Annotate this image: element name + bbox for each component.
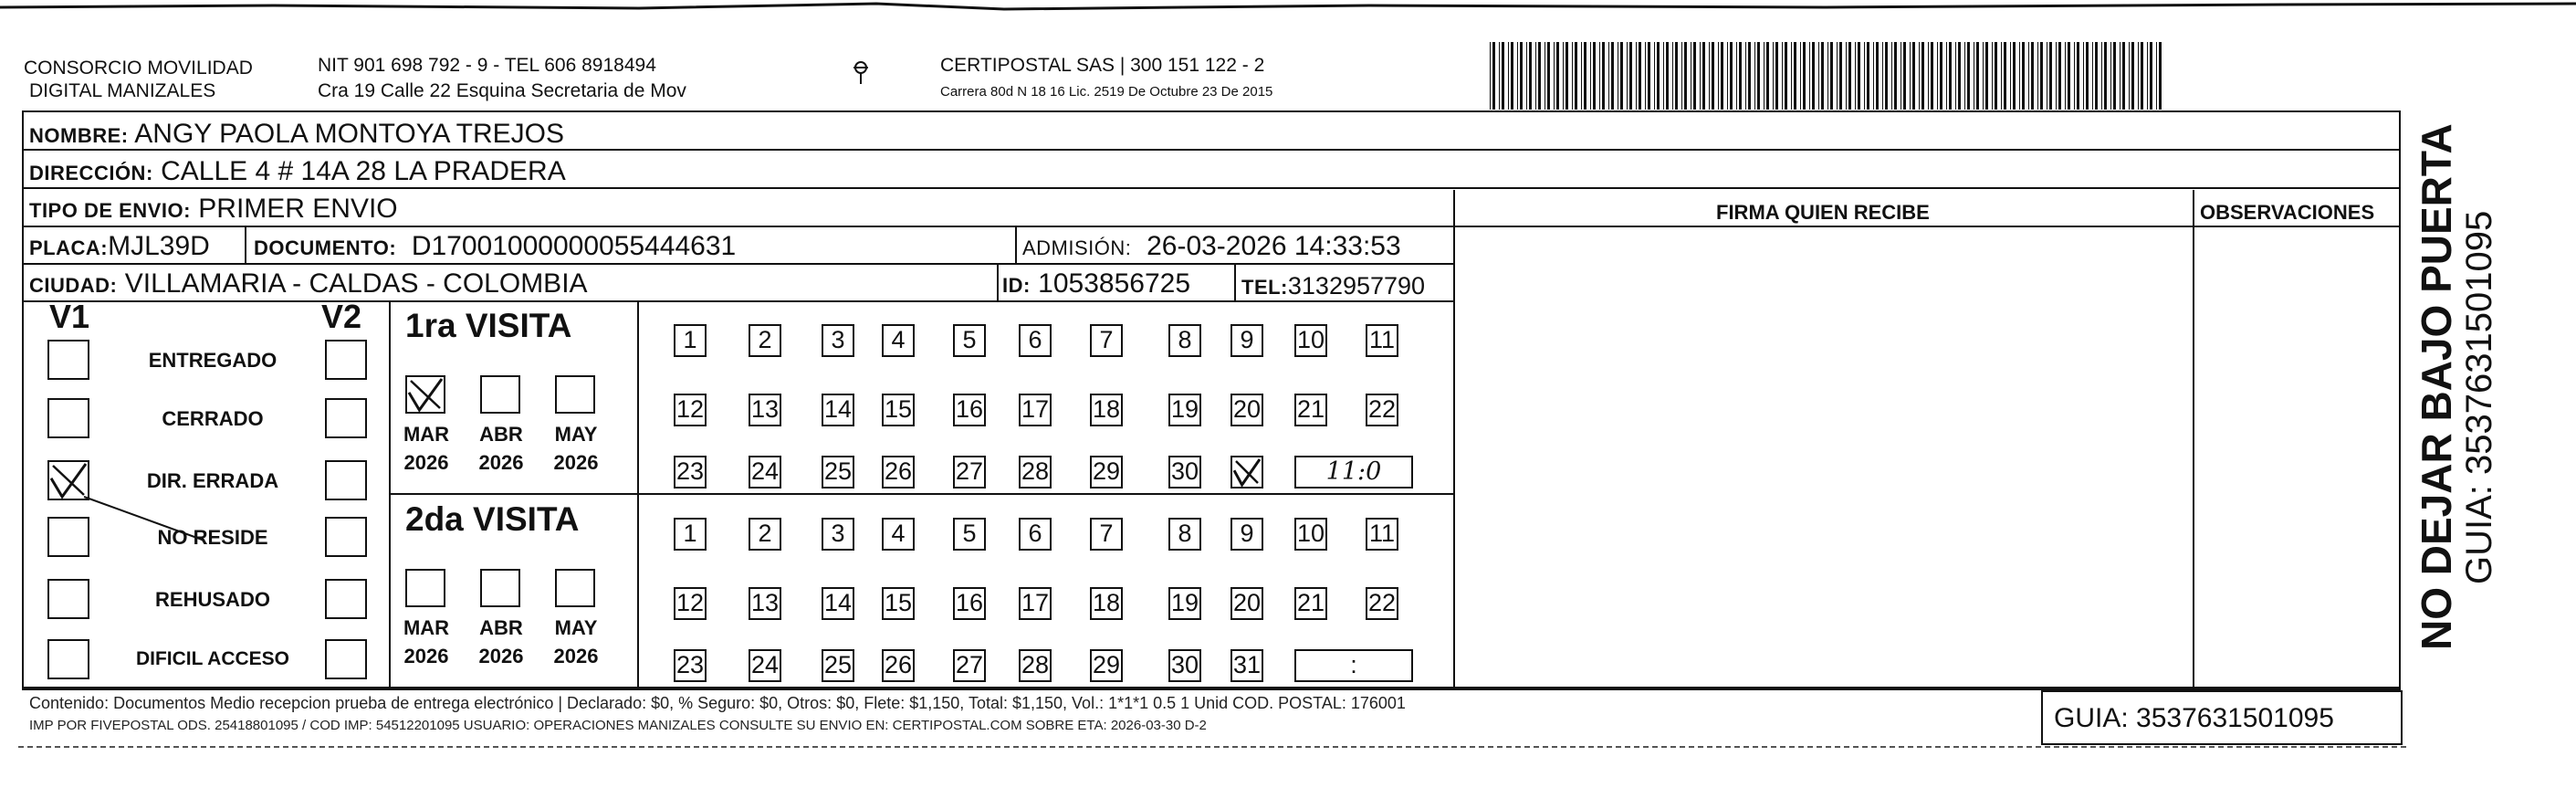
day-cell-15[interactable]: 15	[882, 587, 915, 620]
day-cell-16[interactable]: 16	[953, 394, 986, 426]
day-cell-12[interactable]: 12	[674, 394, 707, 426]
year-label: 2026	[553, 451, 599, 474]
day-cell-22[interactable]: 22	[1366, 394, 1398, 426]
day-cell-21[interactable]: 21	[1294, 394, 1327, 426]
year-label: 2026	[403, 451, 449, 474]
year-label: 2026	[478, 645, 524, 667]
v2-checkbox[interactable]	[325, 398, 367, 438]
admision-label: ADMISIÓN:	[1022, 236, 1132, 259]
day-cell-17[interactable]: 17	[1019, 587, 1052, 620]
id-value: 1053856725	[1038, 268, 1191, 299]
day-cell-20[interactable]: 20	[1230, 587, 1263, 620]
side-warning: NO DEJAR BAJO PUERTA	[2413, 123, 2460, 650]
status-label-entregado: ENTREGADO	[148, 349, 277, 372]
visit-title-1: 1ra VISITA	[405, 307, 572, 344]
day-cell-10[interactable]: 10	[1294, 518, 1327, 551]
day-cell-28[interactable]: 28	[1019, 456, 1052, 489]
day-cell-13[interactable]: 13	[749, 394, 781, 426]
documento-label: DOCUMENTO:	[254, 236, 397, 259]
month-checkbox-mar[interactable]	[405, 569, 445, 607]
month-label-abr: ABR	[479, 616, 523, 639]
month-checkbox-abr[interactable]	[480, 375, 520, 414]
day-cell-23[interactable]: 23	[674, 649, 707, 682]
day-cell-14[interactable]: 14	[822, 394, 854, 426]
day-cell-7[interactable]: 7	[1090, 324, 1123, 357]
tipo-envio-label: TIPO DE ENVIO:	[29, 199, 191, 222]
direccion-value: CALLE 4 # 14A 28 LA PRADERA	[161, 156, 566, 186]
day-cell-8[interactable]: 8	[1168, 518, 1201, 551]
day-cell-18[interactable]: 18	[1090, 394, 1123, 426]
company-nit-tel: NIT 901 698 792 - 9 - TEL 606 8918494	[318, 55, 656, 76]
torn-edge	[0, 0, 2576, 18]
day-cell-19[interactable]: 19	[1168, 587, 1201, 620]
v1-label: V1	[49, 298, 90, 335]
courier-address: Carrera 80d N 18 16 Lic. 2519 De Octubre 23 De 2015	[940, 84, 1273, 100]
placa-label: PLACA:	[29, 236, 109, 259]
pen-stroke-icon	[82, 493, 210, 548]
dashed-line	[18, 743, 2410, 751]
day-cell-2[interactable]: 2	[749, 518, 781, 551]
v1-checkbox[interactable]	[47, 579, 89, 619]
day-cell-12[interactable]: 12	[674, 587, 707, 620]
tel-label: TEL:	[1241, 276, 1288, 299]
day-cell-10[interactable]: 10	[1294, 324, 1327, 357]
day-cell-14[interactable]: 14	[822, 587, 854, 620]
v2-checkbox[interactable]	[325, 340, 367, 380]
company-name-line2: DIGITAL MANIZALES	[29, 80, 216, 101]
status-label-dir-errada: DIR. ERRADA	[146, 469, 279, 492]
month-label-mar: MAR	[403, 423, 450, 446]
ciudad-value: VILLAMARIA - CALDAS - COLOMBIA	[124, 268, 588, 299]
day-cell-4[interactable]: 4	[882, 324, 915, 357]
day-cell-18[interactable]: 18	[1090, 587, 1123, 620]
v1-checkbox[interactable]	[47, 340, 89, 380]
status-label-no-reside: NO RESIDE	[157, 526, 268, 549]
day-cell-3[interactable]: 3	[822, 324, 854, 357]
day-cell-5[interactable]: 5	[953, 324, 986, 357]
month-label-mar: MAR	[403, 616, 450, 639]
tipo-envio-value: PRIMER ENVIO	[198, 194, 398, 224]
day-cell-30[interactable]: 30	[1168, 456, 1201, 489]
day-cell-11[interactable]: 11	[1366, 518, 1398, 551]
day-cell-6[interactable]: 6	[1019, 518, 1052, 551]
day-cell-5[interactable]: 5	[953, 518, 986, 551]
day-cell-27[interactable]: 27	[953, 649, 986, 682]
day-cell-24[interactable]: 24	[749, 649, 781, 682]
firma-label: FIRMA QUIEN RECIBE	[1716, 201, 1930, 224]
day-cell-15[interactable]: 15	[882, 394, 915, 426]
month-checkbox-may[interactable]	[555, 569, 595, 607]
year-label: 2026	[553, 645, 599, 667]
observaciones-label: OBSERVACIONES	[2200, 201, 2375, 224]
day-cell-9[interactable]: 9	[1230, 518, 1263, 551]
courier-name: CERTIPOSTAL SAS | 300 151 122 - 2	[940, 55, 1265, 76]
footer-guia: GUIA: 3537631501095	[2054, 703, 2334, 733]
day-check-mark-icon	[1230, 456, 1263, 489]
day-cell-29[interactable]: 29	[1090, 649, 1123, 682]
month-checkbox-abr[interactable]	[480, 569, 520, 607]
month-label-abr: ABR	[479, 423, 523, 446]
day-cell-24[interactable]: 24	[749, 456, 781, 489]
year-label: 2026	[403, 645, 449, 667]
id-label: ID:	[1002, 274, 1031, 297]
status-label-rehusado: REHUSADO	[155, 588, 270, 611]
time-box[interactable]: :	[1294, 649, 1413, 682]
day-cell-29[interactable]: 29	[1090, 456, 1123, 489]
day-cell-6[interactable]: 6	[1019, 324, 1052, 357]
day-cell-21[interactable]: 21	[1294, 587, 1327, 620]
v1-checkbox[interactable]	[47, 398, 89, 438]
day-cell-3[interactable]: 3	[822, 518, 854, 551]
v2-checkbox[interactable]	[325, 579, 367, 619]
day-cell-25[interactable]: 25	[822, 456, 854, 489]
courier-logo-icon	[845, 57, 876, 93]
month-checkbox-may[interactable]	[555, 375, 595, 414]
side-guia: GUIA: 3537631501095	[2459, 210, 2499, 584]
day-cell-28[interactable]: 28	[1019, 649, 1052, 682]
day-cell-13[interactable]: 13	[749, 587, 781, 620]
day-cell-27[interactable]: 27	[953, 456, 986, 489]
barcode	[1490, 42, 2171, 110]
day-cell-16[interactable]: 16	[953, 587, 986, 620]
day-cell-9[interactable]: 9	[1230, 324, 1263, 357]
day-cell-17[interactable]: 17	[1019, 394, 1052, 426]
month-check-mark-icon	[405, 375, 445, 414]
tel-value: 3132957790	[1287, 272, 1426, 299]
month-label-may: MAY	[554, 616, 598, 639]
day-cell-25[interactable]: 25	[822, 649, 854, 682]
day-cell-22[interactable]: 22	[1366, 587, 1398, 620]
admision-value: 26-03-2026 14:33:53	[1147, 231, 1401, 261]
direccion-label: DIRECCIÓN:	[29, 162, 153, 184]
footer-line2: IMP POR FIVEPOSTAL ODS. 25418801095 / COD IMP: 54512201095 USUARIO: OPERACIONES MANIZALES CONSULTE SU ENVIO EN: CERTIPOSTAL.COM SOBRE ETA: 2026-03-30 D-2	[29, 718, 1207, 733]
company-address: Cra 19 Calle 22 Esquina Secretaria de Mov	[318, 80, 686, 101]
v2-checkbox[interactable]	[325, 639, 367, 679]
day-cell-30[interactable]: 30	[1168, 649, 1201, 682]
day-cell-1[interactable]: 1	[674, 518, 707, 551]
status-label-dificil-acceso: DIFICIL ACCESO	[135, 648, 289, 669]
day-cell-2[interactable]: 2	[749, 324, 781, 357]
v2-label: V2	[321, 298, 362, 335]
nombre-value: ANGY PAOLA MONTOYA TREJOS	[134, 119, 564, 149]
day-cell-26[interactable]: 26	[882, 649, 915, 682]
status-label-cerrado: CERRADO	[162, 407, 264, 430]
day-cell-8[interactable]: 8	[1168, 324, 1201, 357]
ciudad-label: CIUDAD:	[29, 274, 118, 297]
day-cell-20[interactable]: 20	[1230, 394, 1263, 426]
time-box[interactable]: 11:0	[1294, 456, 1413, 489]
placa-value: MJL39D	[108, 231, 210, 261]
day-cell-1[interactable]: 1	[674, 324, 707, 357]
documento-value: D17001000000055444631	[411, 231, 737, 261]
v2-checkbox[interactable]	[325, 460, 367, 500]
day-cell-19[interactable]: 19	[1168, 394, 1201, 426]
v1-checkbox[interactable]	[47, 639, 89, 679]
day-cell-7[interactable]: 7	[1090, 518, 1123, 551]
visit-title-2: 2da VISITA	[405, 500, 580, 538]
day-cell-31[interactable]: 31	[1230, 649, 1263, 682]
footer-line1: Contenido: Documentos Medio recepcion prueba de entrega electrónico | Declarado: $0, % Seguro: $0, Otros: $0, Flete: $1,150, Total: $1,150, Vol.: 1*1*1 0.5 1 Unid COD. POSTAL: 176001	[29, 694, 1406, 712]
day-cell-4[interactable]: 4	[882, 518, 915, 551]
v2-checkbox[interactable]	[325, 517, 367, 557]
day-cell-26[interactable]: 26	[882, 456, 915, 489]
year-label: 2026	[478, 451, 524, 474]
day-cell-23[interactable]: 23	[674, 456, 707, 489]
company-name-line1: CONSORCIO MOVILIDAD	[24, 58, 253, 79]
day-cell-11[interactable]: 11	[1366, 324, 1398, 357]
nombre-label: NOMBRE:	[29, 124, 129, 147]
month-label-may: MAY	[554, 423, 598, 446]
